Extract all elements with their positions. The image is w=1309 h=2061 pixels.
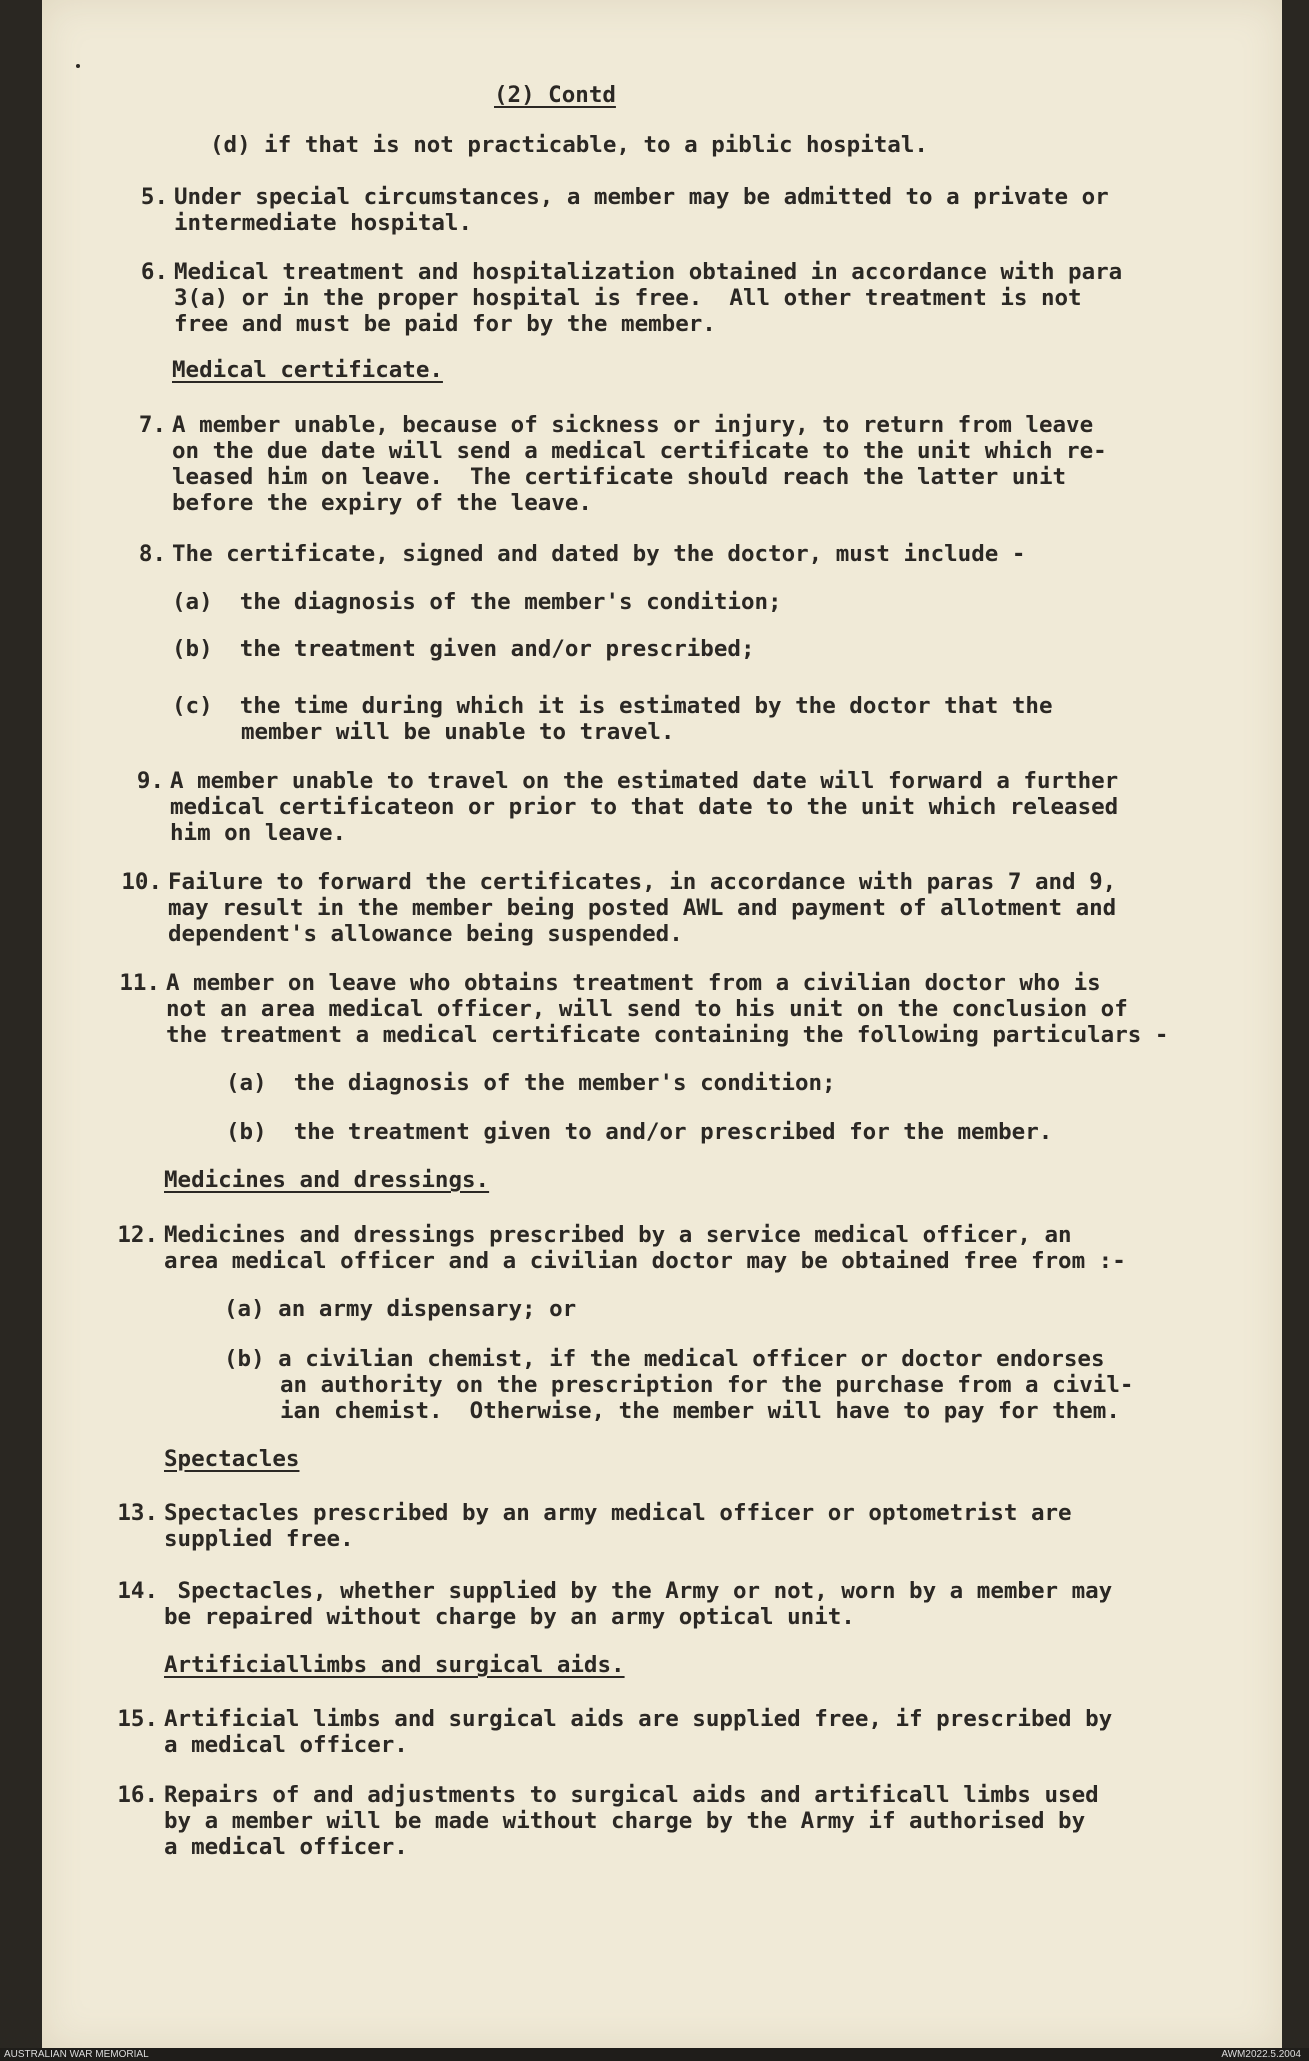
para-6-line-1: Medical treatment and hospitalization obtained in accordance with para (174, 259, 1123, 285)
para-8-line: The certificate, signed and dated by the doctor, must include - (172, 541, 1026, 567)
para-13-number: 13. (117, 1500, 158, 1526)
para-9-line-3: him on leave. (170, 820, 347, 846)
para-7-line-3: leased him on leave. The certificate should reach the latter unit (172, 464, 1067, 490)
para-8-number: 8. (138, 541, 166, 567)
para-12a: (a) an army dispensary; or (224, 1296, 577, 1322)
para-13-line-1: Spectacles prescribed by an army medical officer or optometrist are (164, 1500, 1072, 1526)
para-10-line-1: Failure to forward the certificates, in accordance with paras 7 and 9, (168, 869, 1117, 895)
para-14-line-2: be repaired without charge by an army optical unit. (164, 1604, 855, 1630)
heading-medical-certificate: Medical certificate. (172, 357, 443, 383)
para-8b: (b) the treatment given and/or prescribed; (172, 636, 755, 662)
archive-footer (0, 2048, 1309, 2061)
para-10-line-2: may result in the member being posted AWL and payment of allotment and (168, 895, 1117, 921)
para-5-number: 5. (140, 184, 168, 210)
para-11-number: 11. (119, 970, 160, 996)
para-7-line-4: before the expiry of the leave. (172, 490, 592, 516)
para-8a: (a) the diagnosis of the member's condition; (172, 589, 782, 615)
para-7-number: 7. (138, 412, 166, 438)
para-14-line-1: Spectacles, whether supplied by the Army or not, worn by a member may (164, 1578, 1113, 1604)
para-10-line-3: dependent's allowance being suspended. (168, 921, 683, 947)
para-9-line-2: medical certificateon or prior to that date to the unit which released (170, 794, 1119, 820)
document-page (42, 0, 1282, 2048)
footer-institution: AUSTRALIAN WAR MEMORIAL (4, 2049, 149, 2060)
para-12b-line-1: (b) a civilian chemist, if the medical officer or doctor endorses (224, 1346, 1105, 1372)
para-11b: (b) the treatment given to and/or prescribed for the member. (226, 1119, 1053, 1145)
document-text (42, 0, 1282, 2048)
para-12-number: 12. (117, 1222, 158, 1248)
ink-mark (76, 64, 80, 68)
para-6-number: 6. (140, 259, 168, 285)
para-14-number: 14. (117, 1578, 158, 1604)
para-9-line-1: A member unable to travel on the estimated date will forward a further (170, 768, 1119, 794)
para-12-line-1: Medicines and dressings prescribed by a service medical officer, an (164, 1222, 1072, 1248)
heading-medicines-dressings: Medicines and dressings. (164, 1167, 490, 1193)
para-16-number: 16. (117, 1782, 158, 1808)
para-9-number: 9. (136, 768, 164, 794)
heading-spectacles: Spectacles (164, 1446, 300, 1472)
para-5-line-2: intermediate hospital. (174, 210, 473, 236)
para-15-line-1: Artificial limbs and surgical aids are supplied free, if prescribed by (164, 1706, 1113, 1732)
para-13-line-2: supplied free. (164, 1526, 354, 1552)
para-15-line-2: a medical officer. (164, 1732, 408, 1758)
para-12b-line-2: an authority on the prescription for the purchase from a civil- (280, 1372, 1134, 1398)
para-5-line-1: Under special circumstances, a member may be admitted to a private or (174, 184, 1109, 210)
para-11a: (a) the diagnosis of the member's condition; (226, 1070, 836, 1096)
para-6-line-3: free and must be paid for by the member. (174, 311, 716, 337)
para-11-line-1: A member on leave who obtains treatment from a civilian doctor who is (166, 970, 1101, 996)
heading-artificial-limbs: Artificiallimbs and surgical aids. (164, 1652, 625, 1678)
para-16-line-1: Repairs of and adjustments to surgical aids and artificall limbs used (164, 1782, 1099, 1808)
para-11-line-2: not an area medical officer, will send to his unit on the conclusion of (166, 996, 1128, 1022)
para-12-line-2: area medical officer and a civilian doctor may be obtained free from :- (164, 1248, 1126, 1274)
para-15-number: 15. (117, 1706, 158, 1732)
para-7-line-2: on the due date will send a medical certificate to the unit which re- (172, 438, 1107, 464)
para-10-number: 10. (121, 869, 162, 895)
para-7-line-1: A member unable, because of sickness or injury, to return from leave (172, 412, 1094, 438)
footer-accession-number: AWM2022.5.2004 (1221, 2049, 1301, 2060)
para-8c-line-1: (c) the time during which it is estimated by the doctor that the (172, 693, 1053, 719)
para-6-line-2: 3(a) or in the proper hospital is free. All other treatment is not (174, 285, 1082, 311)
para-11-line-3: the treatment a medical certificate containing the following particulars - (166, 1022, 1169, 1048)
para-12b-line-3: ian chemist. Otherwise, the member will have to pay for them. (280, 1398, 1120, 1424)
para-4d: (d) if that is not practicable, to a piblic hospital. (210, 132, 928, 158)
para-16-line-3: a medical officer. (164, 1834, 408, 1860)
page-header: (2) Contd (494, 82, 616, 108)
para-8c-line-2: member will be unable to travel. (241, 719, 675, 745)
para-16-line-2: by a member will be made without charge by the Army if authorised by (164, 1808, 1086, 1834)
